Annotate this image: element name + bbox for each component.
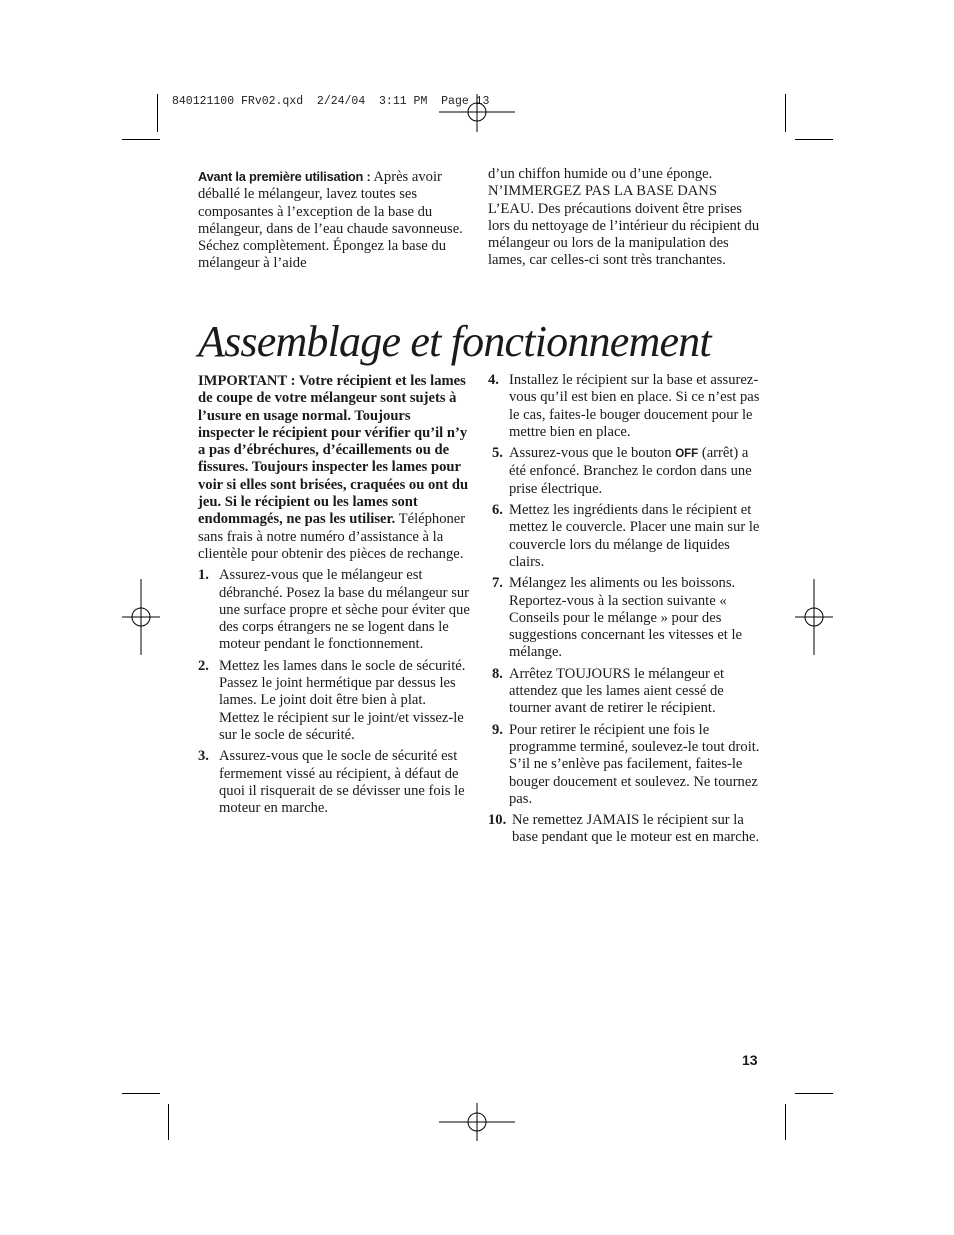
step-text: Mélangez les aliments ou les boissons. Reportez-vous à la section suivante « Conseils pour le mélange » pour des suggestions concernant les vitesses et le mélange. [509,575,743,661]
step-text: Pour retirer le récipient une fois le programme terminé, soulevez-le tout droit. S’il ne s’enlève pas facilement, faites-le bouger doucement et soulevez. Ne tournez pas. [509,721,760,807]
section-heading: Assemblage et fonctionnement [198,317,711,366]
step-item [488,372,763,441]
step-number: 8. [492,665,503,682]
important-warning: IMPORTANT : Votre récipient et les lames de coupe de votre mélangeur sont sujets à l’usure en usage normal. Toujours inspecter le récipient pour vérifier qu’il n’y a pas d’ébréchures, d’écaillements ou de fissures. Toujours inspecter les lames pour voir si elles sont brisées, craquées ou ont du jeu. [198,373,469,511]
off-button-label: OFF [675,448,699,461]
step-text: Mettez les ingrédients dans le récipient et mettez le couvercle. Placer une main sur le couvercle lors du mélange de liquides clairs. [509,502,760,570]
step-item [488,445,763,498]
important-notice [198,373,470,563]
step-number: 6. [492,502,503,519]
important-damage-warning: Si le récipient ou les lames sont endommagés, ne pas les utiliser. [198,494,418,528]
registration-mark-top [439,94,515,132]
step-item [488,575,763,661]
step-number: 4. [488,372,499,388]
intro-paragraph-right: d’un chiffon humide ou d’une éponge. N’IMMERGEZ PAS LA BASE DANS L’EAU. Des précautions doivent être prises lors du nettoyage de l’intérieur du récipient du mélangeur ou lors de la manipulation des lames, car celles-ci sont très tranchantes. [488,166,760,269]
print-slug: 840121100 FRv02.qxd 2/24/04 3:11 PM Page 13 [172,95,490,108]
step-number: 3. [198,748,209,765]
step-number: 10. [488,812,507,829]
step-number: 9. [492,721,503,738]
registration-mark-left [122,579,160,655]
page-number: 13 [742,1052,758,1068]
step-text-before: Assurez-vous que le bouton [509,445,676,462]
step-text: Assurez-vous que le mélangeur est débranché. Posez la base du mélangeur sur une surface propre et sèche pour éviter que des corps étrangers ne se logent dans le moteur pendant le fonctionnement. [219,567,470,653]
intro-text-left: Après avoir déballé le mélangeur, lavez toutes ses composantes à l’exception de la base du mélangeur, dans de l’eau chaude savonneuse. Séchez complètement. Épongez la base du mélangeur à l’aide [198,169,463,272]
step-number: 2. [198,657,209,674]
crop-mark-bottom-right-v [785,1104,786,1140]
registration-mark-right [795,579,833,655]
step-item [198,567,470,653]
step-text: Installez le récipient sur la base et assurez-vous qu’il est bien en place. Si ce n’est pas le cas, faites-le bouger doucement pour le mettre bien en place. [509,372,760,440]
step-text: Ne remettez JAMAIS le récipient sur la base pendant que le moteur est en marche. [512,812,760,846]
step-text: Arrêtez TOUJOURS le mélangeur et attendez que les lames aient cessé de tourner avant de retirer le récipient. [509,665,725,717]
right-column [488,372,763,851]
steps-list-left [198,567,470,817]
step-number: 7. [492,575,503,592]
crop-mark-top-left-v [157,94,158,132]
crop-mark-bottom-left-h [122,1093,160,1094]
step-item [488,812,763,847]
crop-mark-top-left-h [122,139,160,140]
step-number: 1. [198,567,209,584]
step-text-after: (arrêt) a été enfoncé. Branchez le cordon dans une prise électrique. [509,445,752,497]
step-item [488,722,763,808]
left-column [198,373,470,821]
intro-label: Avant la première utilisation : [198,169,371,184]
step-item [198,658,470,744]
step-item [488,502,763,571]
step-text: Mettez les lames dans le socle de sécurité. Passez le joint hermétique par dessus les lames. Le joint doit être bien à plat. Mettez le récipient sur le joint/et vissez-le sur le socle de sécurité. [219,657,466,743]
steps-list-right [488,372,763,847]
registration-mark-bottom [439,1103,515,1141]
crop-mark-bottom-right-h [795,1093,833,1094]
step-number: 5. [492,445,503,462]
crop-mark-top-right-v [785,94,786,132]
crop-mark-top-right-h [795,139,833,140]
step-text: Assurez-vous que le socle de sécurité est fermement vissé au récipient, à défaut de quoi il risquerait de se dévisser une fois le moteur en marche. [219,748,465,817]
crop-mark-bottom-left-v [168,1104,169,1140]
step-item [488,666,763,718]
important-contact-text: Téléphoner sans frais à notre numéro d’assistance à la clientèle pour obtenir des pièces de rechange. [198,511,466,562]
step-item [198,748,470,817]
intro-paragraph-left [198,168,470,273]
